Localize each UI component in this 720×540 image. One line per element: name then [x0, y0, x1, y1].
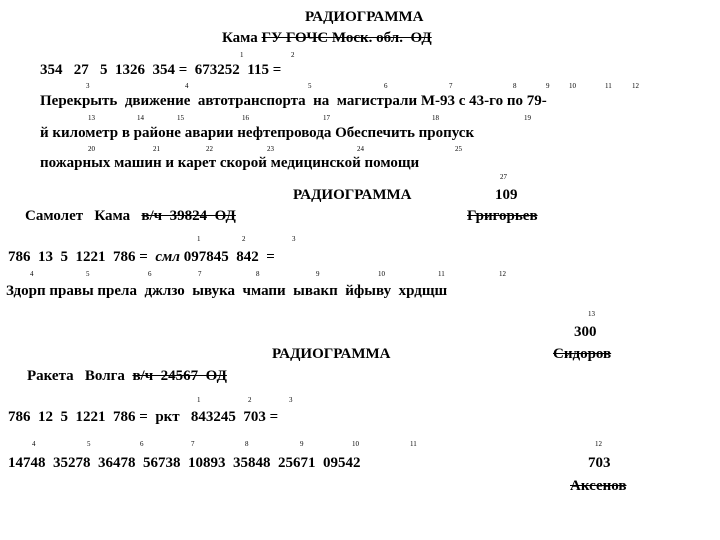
- group-number: 6: [384, 82, 388, 90]
- group-number: 12: [499, 270, 506, 278]
- group-number: 2: [242, 235, 246, 243]
- group-number: 15: [177, 114, 184, 122]
- radiogram-3-header-line: [8, 410, 278, 425]
- radiogram-1-address-prefix: Кама: [222, 30, 262, 46]
- group-number: 6: [140, 440, 144, 448]
- group-number: 17: [323, 114, 330, 122]
- header-code: смл: [155, 249, 180, 265]
- header-suffix: 097845 842 =: [179, 249, 275, 265]
- radiogram-2-signature-struck: Сидоров: [553, 346, 612, 362]
- group-number: 12: [595, 440, 602, 448]
- group-number: 11: [438, 270, 445, 278]
- header-suffix: 843245 703 =: [179, 409, 279, 425]
- group-number: 11: [410, 440, 417, 448]
- group-number: 11: [605, 82, 612, 90]
- radiogram-2-address-struck: в/ч 39824 ОД: [141, 208, 236, 224]
- radiogram-1-address: [222, 31, 432, 46]
- group-number: 3: [86, 82, 90, 90]
- radiogram-1-address-struck: ГУ ГОЧС Моск. обл. ОД: [261, 30, 432, 46]
- group-number: 1: [197, 235, 201, 243]
- radiogram-2-address-prefix: Самолет Кама: [25, 208, 142, 224]
- group-number: 9: [316, 270, 320, 278]
- group-number: 13: [588, 310, 595, 318]
- group-number: 8: [245, 440, 249, 448]
- group-number: 2: [291, 51, 295, 59]
- group-number: 18: [432, 114, 439, 122]
- radiogram-3-address: [27, 369, 227, 384]
- group-number: 20: [88, 145, 95, 153]
- group-number: 5: [86, 270, 90, 278]
- group-number: 23: [267, 145, 274, 153]
- group-number: 16: [242, 114, 249, 122]
- group-number: 4: [32, 440, 36, 448]
- group-number: 5: [87, 440, 91, 448]
- group-number: 1: [197, 396, 201, 404]
- group-number: 5: [308, 82, 312, 90]
- group-number: 7: [449, 82, 453, 90]
- group-number: 7: [191, 440, 195, 448]
- header-prefix: 786 13 5 1221 786 =: [8, 249, 156, 265]
- group-number: 8: [513, 82, 517, 90]
- group-number: 3: [292, 235, 296, 243]
- group-number: 14: [137, 114, 144, 122]
- radiogram-3-signature-struck: Аксенов: [570, 478, 627, 494]
- radiogram-2-title: РАДИОГРАММА: [293, 187, 412, 203]
- header-prefix: 786 12 5 1221 786 =: [8, 409, 156, 425]
- group-number: 10: [569, 82, 576, 90]
- group-number: 10: [352, 440, 359, 448]
- group-number: 10: [378, 270, 385, 278]
- group-number: 19: [524, 114, 531, 122]
- header-code: ркт: [155, 409, 180, 425]
- group-number: 12: [632, 82, 639, 90]
- group-number: 13: [88, 114, 95, 122]
- group-number: 25: [455, 145, 462, 153]
- group-number: 6: [148, 270, 152, 278]
- group-number: 21: [153, 145, 160, 153]
- radiogram-2-signer: Григорьев: [467, 208, 538, 224]
- group-number: 3: [289, 396, 293, 404]
- radiogram-1-text-line-3: пожарных машин и карет скорой медицинской помощи: [40, 155, 420, 171]
- radiogram-1-text-line-1: Перекрыть движение автотранспорта на магистрали М-93 с 43-го по 79-: [40, 93, 547, 109]
- group-number: 4: [30, 270, 34, 278]
- radiogram-1-header-line: 354 27 5 1326 354 = 673252 115 =: [40, 62, 282, 78]
- group-number: 7: [198, 270, 202, 278]
- radiogram-3-address-prefix: Ракета Волга: [27, 368, 133, 384]
- radiogram-1-title: РАДИОГРАММА: [305, 9, 424, 25]
- radiogram-2-number: 109: [495, 187, 518, 203]
- radiogram-3-sum: 703: [588, 455, 611, 471]
- group-number: 4: [185, 82, 189, 90]
- group-number: 22: [206, 145, 213, 153]
- group-number: 1: [240, 51, 244, 59]
- group-number: 24: [357, 145, 364, 153]
- group-number: 27: [500, 173, 507, 181]
- radiogram-2-address: [25, 209, 236, 224]
- radiogram-1-text-line-2: й километр в районе аварии нефтепровода Обеспечить пропуск: [40, 125, 475, 141]
- group-number: 9: [300, 440, 304, 448]
- radiogram-3-address-struck: в/ч 24567 ОД: [132, 368, 227, 384]
- radiogram-3-coded-groups: 14748 35278 36478 56738 10893 35848 25671 09542: [8, 455, 361, 471]
- group-number: 8: [256, 270, 260, 278]
- radiogram-2-sum: 300: [574, 324, 597, 340]
- group-number: 2: [248, 396, 252, 404]
- radiogram-2-coded-text: Здорп правы прела джлзо ывука чмапи ывакп йфыву хрдщш: [6, 283, 448, 299]
- radiogram-2-header-line: [8, 250, 275, 265]
- radiogram-3-title: РАДИОГРАММА: [272, 346, 391, 362]
- group-number: 9: [546, 82, 550, 90]
